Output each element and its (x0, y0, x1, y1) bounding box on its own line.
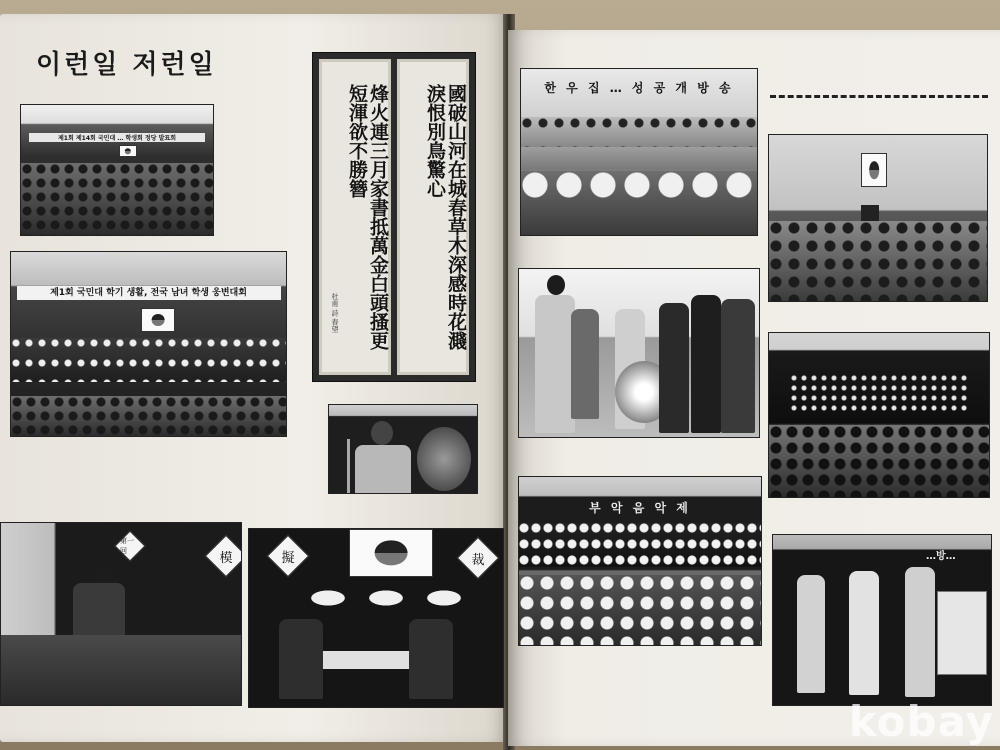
dashed-divider (770, 95, 988, 98)
stage-banner: 제1회 국민대 학기 생활, 전국 남녀 학생 웅변대회 (17, 286, 281, 300)
photo-choir-concert (518, 476, 762, 646)
judges-bench (299, 585, 475, 611)
page-title: 이런일 저런일 (36, 50, 217, 80)
flag-icon (861, 153, 887, 187)
photo-group-portrait (518, 268, 760, 438)
guitar-amp (937, 591, 987, 675)
scroll-panel-right (397, 59, 469, 375)
audience-crowd (21, 163, 213, 235)
concert-banner: 부 악 음 악 제 (589, 501, 691, 515)
watermark-logo: kobay (848, 697, 994, 746)
photo-stage-ceremony (10, 251, 287, 437)
performer-3 (905, 567, 935, 697)
person-4 (659, 303, 689, 433)
photo-open-broadcast (520, 68, 758, 236)
diamond-sign-3 (267, 535, 309, 577)
trial-participant-left (279, 619, 323, 699)
concert-audience (769, 425, 989, 497)
plant-decoration (417, 427, 471, 491)
person-2 (571, 309, 599, 419)
photo-speech-contest (0, 522, 242, 706)
performer-1 (797, 575, 825, 693)
scroll-poem-right: 國破山河在城春草木深感時花濺淚恨別鳥驚心 (424, 84, 467, 350)
scroll-panel-left (319, 59, 391, 375)
photo-lecture-hall (768, 134, 988, 302)
diamond-label-4: 裁 (471, 552, 485, 568)
panel-members (521, 117, 757, 147)
speaker-body (355, 445, 411, 494)
audience-seats (11, 396, 286, 436)
students-seated (769, 221, 987, 301)
concert-audience (519, 575, 761, 645)
photo-band-stage (768, 332, 990, 498)
flag-icon (349, 529, 433, 577)
scroll-poem-left: 烽火連三月家書抵萬金白頭搔更短渾欲不勝簪 (346, 84, 389, 350)
diamond-label-2: 模 (219, 550, 233, 566)
trial-participant-right (409, 619, 453, 699)
person-head (547, 275, 565, 295)
podium-table (1, 635, 242, 705)
diamond-label-1: 第一回 (120, 537, 134, 555)
audience-foreground (521, 171, 757, 235)
choir-members (519, 523, 761, 567)
diamond-sign-4 (457, 537, 499, 579)
calligraphy-scroll (312, 52, 476, 382)
photo-speaker (328, 404, 478, 494)
scroll-signature: 杜甫 詩 春望 (331, 292, 339, 332)
photo-mock-trial (248, 528, 504, 708)
photo-stage-performance (772, 534, 992, 706)
diamond-label-3: 擬 (281, 550, 295, 566)
flag-icon (119, 145, 137, 157)
stage-officials (11, 338, 286, 382)
speaker-head (95, 563, 113, 583)
string-lights (789, 373, 969, 413)
performance-banner: …방… (926, 551, 956, 562)
person-5 (691, 295, 721, 433)
assembly-banner: 제1회 제14회 국민대 … 학생회 정당 발표회 (29, 133, 206, 142)
person-1 (535, 295, 575, 433)
broadcast-banner: 한 우 집 … 성 공 개 방 송 (544, 81, 734, 95)
performer-2 (849, 571, 879, 695)
person-6 (721, 299, 755, 433)
photo-assembly-hall (20, 104, 214, 236)
speaker-head (371, 421, 393, 445)
flag-icon (141, 308, 175, 332)
microphone-icon (347, 439, 350, 494)
